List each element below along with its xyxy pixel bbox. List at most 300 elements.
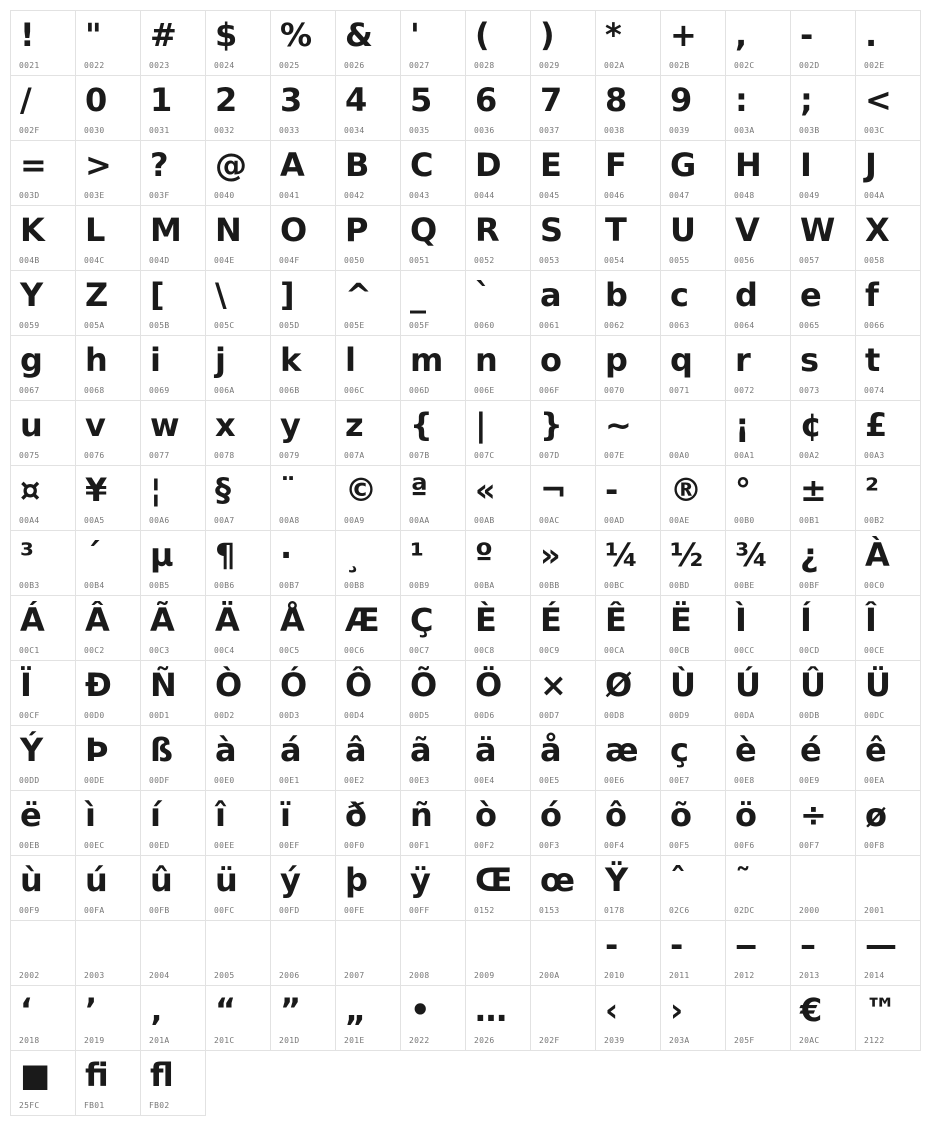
codepoint-label: 005D [279,321,300,330]
glyph-cell [855,725,921,791]
glyph-cell [530,530,596,596]
codepoint-label: 0062 [604,321,625,330]
codepoint-label: 2012 [734,971,755,980]
glyph-sample: ¢ [800,406,823,444]
glyph-sample: p [605,341,628,379]
codepoint-label: 2008 [409,971,430,980]
glyph-cell [400,920,466,986]
glyph-sample: j [215,341,226,379]
glyph-sample: ` [475,276,491,314]
glyph-sample: œ [540,861,576,899]
codepoint-label: 00A4 [19,516,40,525]
glyph-cell [140,400,206,466]
codepoint-label: 203A [669,1036,690,1045]
glyph-cell [335,205,401,271]
glyph-sample: ³ [20,536,35,574]
codepoint-label: 002D [799,61,820,70]
codepoint-label: 2013 [799,971,820,980]
glyph-sample: ´ [85,536,101,574]
glyph-cell [335,400,401,466]
codepoint-label: 00C7 [409,646,430,655]
codepoint-label: 00A0 [669,451,690,460]
codepoint-label: 0030 [84,126,105,135]
glyph-cell [465,790,531,856]
glyph-sample: ò [475,796,497,834]
glyph-cell [465,855,531,921]
glyph-sample: 0 [85,81,108,119]
codepoint-label: 004C [84,256,105,265]
codepoint-label: 25FC [19,1101,40,1110]
glyph-cell [725,335,791,401]
glyph-cell [335,985,401,1051]
codepoint-label: 002B [669,61,690,70]
glyph-cell [790,335,856,401]
glyph-sample: • [410,991,431,1029]
codepoint-label: 00E4 [474,776,495,785]
codepoint-label: 00D5 [409,711,430,720]
glyph-cell [400,985,466,1051]
glyph-cell [270,335,336,401]
codepoint-label: 00ED [149,841,170,850]
glyph-sample: ä [475,731,497,769]
codepoint-label: 004B [19,256,40,265]
codepoint-label: 00AA [409,516,430,525]
glyph-cell [140,205,206,271]
codepoint-label: 0048 [734,191,755,200]
codepoint-label: 0023 [149,61,170,70]
glyph-sample: W [800,211,836,249]
codepoint-label: 00C5 [279,646,300,655]
codepoint-label: 0057 [799,256,820,265]
glyph-cell [205,140,271,206]
codepoint-label: 003B [799,126,820,135]
glyph-cell [140,595,206,661]
glyph-sample: ö [735,796,757,834]
codepoint-label: 0021 [19,61,40,70]
glyph-cell [400,725,466,791]
glyph-cell [790,530,856,596]
codepoint-label: 00DD [19,776,40,785]
glyph-sample: 8 [605,81,628,119]
codepoint-label: 00DC [864,711,885,720]
codepoint-label: 0079 [279,451,300,460]
glyph-cell [10,465,76,531]
glyph-sample: à [215,731,237,769]
codepoint-label: 2014 [864,971,885,980]
codepoint-label: 02DC [734,906,755,915]
glyph-cell [75,10,141,76]
glyph-sample: ü [215,861,238,899]
glyph-cell [725,790,791,856]
glyph-cell [660,660,726,726]
glyph-sample: Ÿ [605,861,629,899]
codepoint-label: 00C8 [474,646,495,655]
codepoint-label: 00EB [19,841,40,850]
glyph-cell [465,595,531,661]
glyph-sample: Ú [735,666,761,704]
glyph-sample: ¶ [215,536,236,574]
glyph-sample: ÷ [800,796,827,834]
glyph-cell [660,400,726,466]
glyph-sample: µ [150,536,174,574]
glyph-cell [725,205,791,271]
glyph-sample: Þ [85,731,109,769]
codepoint-label: 00D2 [214,711,235,720]
codepoint-label: 0042 [344,191,365,200]
glyph-cell [595,335,661,401]
glyph-cell [725,465,791,531]
glyph-cell [660,140,726,206]
codepoint-label: 0050 [344,256,365,265]
glyph-sample: Ä [215,601,240,639]
codepoint-label: 00AB [474,516,495,525]
glyph-sample: § [215,471,231,509]
codepoint-label: 005E [344,321,365,330]
glyph-sample: : [735,81,748,119]
glyph-cell [10,140,76,206]
codepoint-label: 0072 [734,386,755,395]
codepoint-label: 00D4 [344,711,365,720]
glyph-cell [270,530,336,596]
glyph-cell [660,335,726,401]
codepoint-label: 003C [864,126,885,135]
codepoint-label: 0060 [474,321,495,330]
codepoint-label: 0025 [279,61,300,70]
codepoint-label: 007B [409,451,430,460]
glyph-cell [205,595,271,661]
glyph-cell [660,270,726,336]
codepoint-label: 0066 [864,321,885,330]
glyph-cell [465,10,531,76]
glyph-sample: g [20,341,43,379]
glyph-cell [790,985,856,1051]
glyph-sample: ù [20,861,43,899]
glyph-sample: Ý [20,731,44,769]
glyph-sample: ß [150,731,174,769]
codepoint-label: 00CE [864,646,885,655]
glyph-cell [855,985,921,1051]
glyph-cell [465,205,531,271]
glyph-cell [335,660,401,726]
codepoint-label: 00FB [149,906,170,915]
glyph-sample: á [280,731,302,769]
codepoint-label: 0078 [214,451,235,460]
codepoint-label: 0054 [604,256,625,265]
glyph-sample: Î [865,601,877,639]
glyph-sample: Ç [410,601,434,639]
glyph-sample: è [735,731,757,769]
codepoint-label: 00CB [669,646,690,655]
codepoint-label: 0027 [409,61,430,70]
glyph-cell [10,985,76,1051]
glyph-cell [595,530,661,596]
glyph-sample: 3 [280,81,303,119]
glyph-sample: l [345,341,356,379]
glyph-sample: Ò [215,666,243,704]
glyph-cell [270,790,336,856]
codepoint-label: 005B [149,321,170,330]
glyph-sample: ¨ [280,471,296,509]
glyph-cell [790,595,856,661]
glyph-sample: þ [345,861,368,899]
glyph-sample: ( [475,16,490,54]
glyph-sample: ~ [605,406,632,444]
glyph-cell [725,595,791,661]
glyph-cell [660,75,726,141]
glyph-cell [725,855,791,921]
codepoint-label: 004F [279,256,300,265]
glyph-sample: ˜ [735,861,751,899]
codepoint-label: 0065 [799,321,820,330]
glyph-sample: Q [410,211,438,249]
codepoint-label: 00D7 [539,711,560,720]
glyph-sample: · [280,536,293,574]
glyph-cell [465,465,531,531]
codepoint-label: 2011 [669,971,690,980]
glyph-cell [595,465,661,531]
glyph-cell [530,595,596,661]
codepoint-label: 20AC [799,1036,820,1045]
glyph-sample: q [670,341,693,379]
codepoint-label: 00DB [799,711,820,720]
glyph-cell [400,10,466,76]
glyph-cell [270,400,336,466]
codepoint-label: 0069 [149,386,170,395]
glyph-sample: ^ [345,276,372,314]
codepoint-label: 002A [604,61,625,70]
glyph-cell [660,855,726,921]
codepoint-label: 00BE [734,581,755,590]
codepoint-label: 00A9 [344,516,365,525]
glyph-sample: 7 [540,81,563,119]
codepoint-label: 0051 [409,256,430,265]
glyph-sample: ð [345,796,367,834]
codepoint-label: 00B8 [344,581,365,590]
glyph-cell [855,530,921,596]
glyph-sample: $ [215,16,238,54]
glyph-sample: 5 [410,81,433,119]
glyph-cell [400,400,466,466]
glyph-cell [75,335,141,401]
glyph-sample: L [85,211,106,249]
glyph-sample: ‘ [20,991,33,1029]
glyph-sample: F [605,146,627,184]
glyph-cell [75,1050,141,1116]
glyph-sample: « [475,471,496,509]
glyph-sample: ; [800,81,813,119]
codepoint-label: 006D [409,386,430,395]
codepoint-label: 006B [279,386,300,395]
glyph-sample: Æ [345,601,380,639]
codepoint-label: 00EE [214,841,235,850]
codepoint-label: 00CF [19,711,40,720]
glyph-sample: % [280,16,313,54]
glyph-cell [270,855,336,921]
codepoint-label: 00B2 [864,516,885,525]
glyph-sample: Œ [475,861,513,899]
glyph-cell [725,75,791,141]
glyph-sample: Ð [85,666,112,704]
glyph-sample: N [215,211,242,249]
glyph-cell [595,140,661,206]
glyph-sample: + [670,16,697,54]
glyph-cell [270,595,336,661]
glyph-cell [10,205,76,271]
glyph-sample: T [605,211,627,249]
glyph-cell [205,465,271,531]
codepoint-label: 2039 [604,1036,625,1045]
glyph-cell [530,855,596,921]
codepoint-label: 00C2 [84,646,105,655]
glyph-sample: ? [150,146,169,184]
glyph-sample: m [410,341,444,379]
glyph-sample: Õ [410,666,438,704]
glyph-cell [725,920,791,986]
codepoint-label: 2002 [19,971,40,980]
glyph-sample: ª [410,471,429,509]
glyph-cell [75,855,141,921]
codepoint-label: 003A [734,126,755,135]
glyph-sample: M [150,211,182,249]
glyph-sample: å [540,731,562,769]
glyph-sample: Û [800,666,826,704]
glyph-sample: U [670,211,696,249]
glyph-sample: # [150,16,177,54]
glyph-cell [75,985,141,1051]
glyph-sample: Ã [150,601,175,639]
codepoint-label: 00BB [539,581,560,590]
glyph-sample: Ü [865,666,891,704]
codepoint-label: 0061 [539,321,560,330]
glyph-cell [75,920,141,986]
glyph-cell [335,595,401,661]
codepoint-label: 004D [149,256,170,265]
codepoint-label: 006E [474,386,495,395]
glyph-cell [855,335,921,401]
codepoint-label: 00E2 [344,776,365,785]
codepoint-label: 00AE [669,516,690,525]
glyph-sample: . [865,16,878,54]
glyph-cell [465,335,531,401]
glyph-sample: d [735,276,758,314]
glyph-sample: ¹ [410,536,425,574]
glyph-cell [595,725,661,791]
glyph-sample: ë [20,796,42,834]
codepoint-label: 00A5 [84,516,105,525]
glyph-cell [465,270,531,336]
codepoint-label: 0067 [19,386,40,395]
glyph-cell [465,400,531,466]
glyph-cell [205,10,271,76]
glyph-cell [660,725,726,791]
codepoint-label: 005F [409,321,430,330]
codepoint-label: 0073 [799,386,820,395]
glyph-sample: ﬁ [85,1056,109,1094]
glyph-cell [530,920,596,986]
glyph-sample: Ë [670,601,692,639]
glyph-sample: ™ [865,991,897,1029]
glyph-sample: ê [865,731,887,769]
glyph-sample: õ [670,796,692,834]
codepoint-label: 0031 [149,126,170,135]
codepoint-label: 0068 [84,386,105,395]
glyph-cell [725,270,791,336]
glyph-cell [725,140,791,206]
codepoint-label: 004E [214,256,235,265]
glyph-cell [10,855,76,921]
glyph-sample: ‑ [670,926,684,964]
glyph-cell [530,465,596,531]
codepoint-label: 007A [344,451,365,460]
codepoint-label: 00A8 [279,516,300,525]
codepoint-label: 00C3 [149,646,170,655]
codepoint-label: 00A1 [734,451,755,460]
glyph-cell [855,10,921,76]
codepoint-label: 00E0 [214,776,235,785]
glyph-cell [75,595,141,661]
codepoint-label: 2005 [214,971,235,980]
glyph-cell [595,400,661,466]
codepoint-label: 00CD [799,646,820,655]
glyph-cell [855,465,921,531]
codepoint-label: 00E9 [799,776,820,785]
codepoint-label: 0070 [604,386,625,395]
codepoint-label: 00EF [279,841,300,850]
glyph-sample: Ø [605,666,633,704]
glyph-sample: ‐ [605,926,619,964]
glyph-cell [140,75,206,141]
codepoint-label: 00F5 [669,841,690,850]
glyph-cell [595,855,661,921]
glyph-cell [10,400,76,466]
glyph-sample: D [475,146,502,184]
glyph-sample: Ñ [150,666,177,704]
codepoint-label: 2026 [474,1036,495,1045]
glyph-cell [335,790,401,856]
codepoint-label: 2122 [864,1036,885,1045]
glyph-cell [10,725,76,791]
glyph-sample: \ [215,276,227,314]
glyph-cell [530,790,596,856]
glyph-sample: B [345,146,370,184]
glyph-cell [660,985,726,1051]
glyph-cell [790,725,856,791]
glyph-cell [595,790,661,856]
glyph-sample: Á [20,601,45,639]
codepoint-label: 0035 [409,126,430,135]
glyph-sample: I [800,146,812,184]
codepoint-label: 00C9 [539,646,560,655]
glyph-cell [140,10,206,76]
glyph-sample: z [345,406,364,444]
glyph-sample: ç [670,731,689,769]
glyph-cell [75,660,141,726]
codepoint-label: 00F0 [344,841,365,850]
codepoint-label: 00FA [84,906,105,915]
glyph-cell [335,75,401,141]
codepoint-label: 00D3 [279,711,300,720]
glyph-cell [660,465,726,531]
codepoint-label: 00B5 [149,581,170,590]
glyph-sample: ¦ [150,471,162,509]
glyph-sample: v [85,406,106,444]
glyph-sample: ¬ [540,471,567,509]
glyph-cell [10,1050,76,1116]
codepoint-label: 00E5 [539,776,560,785]
glyph-cell [335,10,401,76]
glyph-cell [530,10,596,76]
glyph-cell [205,270,271,336]
